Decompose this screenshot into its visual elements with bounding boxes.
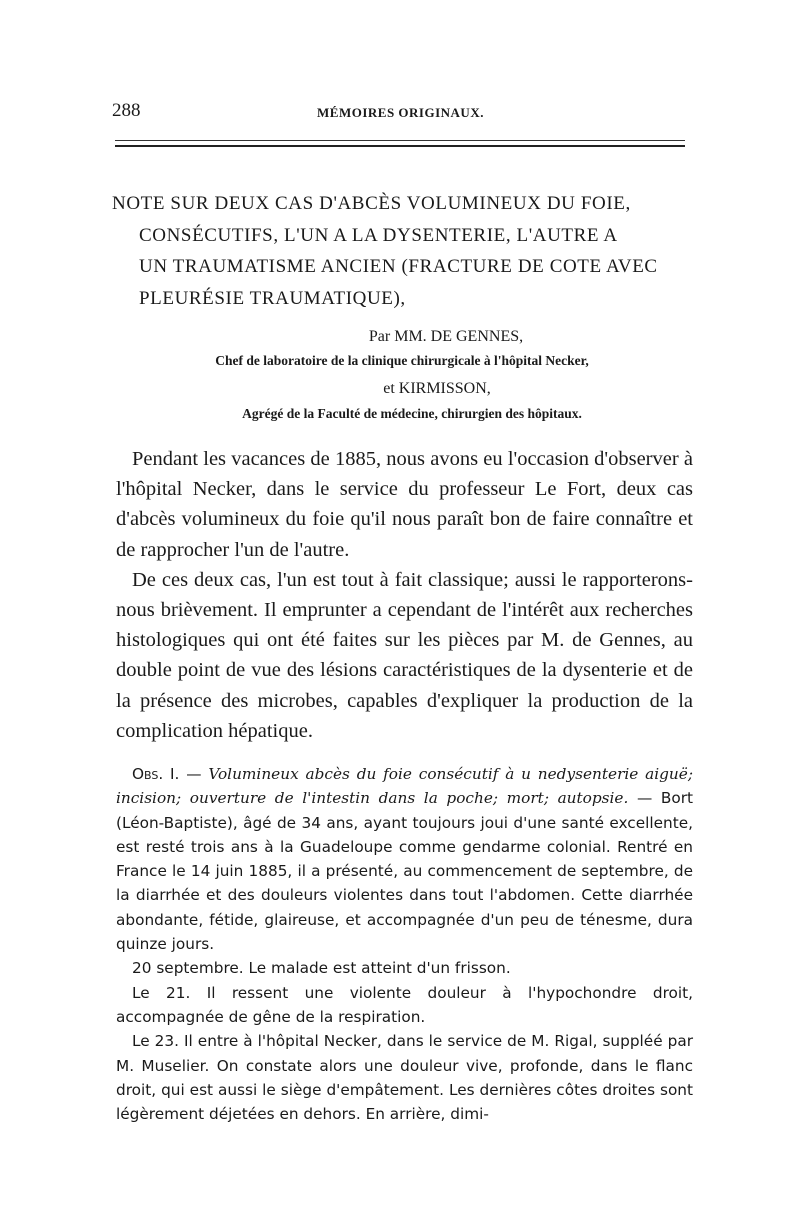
observation-title: Volumineux abcès du foie consécutif à u nedysenterie aiguë; incision; ouverture de l'intestin dans la poche; mort; autopsie. bbox=[116, 765, 693, 808]
running-title: MÉMOIRES ORIGINAUX. bbox=[317, 105, 484, 120]
page-number: 288 bbox=[112, 100, 141, 121]
observation-text: — Bort (Léon-Baptiste), âgé de 34 ans, ayant toujours joui d'une santé excellente, est resté trois ans à la Guadeloupe comme gendarme colonial. Rentré en France le 14 juin 1885, il a présenté, au commencement de septembre, de la diarrhée et des douleurs violentes dans tout l'abdomen. Cette diarrhée abondante, fétide, glaireuse, et accompagnée d'un peu de ténesme, dura quinze jours. bbox=[116, 789, 693, 954]
author-2: et KIRMISSON, bbox=[383, 380, 491, 397]
title-line: NOTE SUR DEUX CAS D'ABCÈS VOLUMINEUX DU FOIE, bbox=[112, 193, 631, 214]
title-line: UN TRAUMATISME ANCIEN (FRACTURE DE COTE AVEC bbox=[139, 256, 658, 277]
observation-paragraph: Le 23. Il entre à l'hôpital Necker, dans le service de M. Rigal, suppléé par M. Muselier. On constate alors une douleur vive, profonde, dans le flanc droit, qui est aussi le siège d'empâtement. Les dernières côtes droites sont légèrement déjetées en dehors. En arrière, dimi- bbox=[116, 1032, 693, 1124]
author-1-role: Chef de laboratoire de la clinique chirurgicale à l'hôpital Necker, bbox=[215, 353, 589, 368]
observation bbox=[116, 762, 693, 1126]
author-2-role: Agrégé de la Faculté de médecine, chirurgien des hôpitaux. bbox=[242, 406, 582, 421]
article-title bbox=[112, 188, 692, 314]
header-rule-thin bbox=[115, 140, 685, 141]
observation-paragraph: 20 septembre. Le malade est atteint d'un frisson. bbox=[132, 959, 511, 978]
header-rule-thick bbox=[115, 145, 685, 147]
title-line: CONSÉCUTIFS, L'UN A LA DYSENTERIE, L'AUTRE A bbox=[139, 224, 618, 246]
title-line: PLEURÉSIE TRAUMATIQUE), bbox=[139, 287, 406, 309]
body-text bbox=[116, 444, 693, 746]
observation-paragraph bbox=[116, 762, 693, 956]
paragraph: Pendant les vacances de 1885, nous avons eu l'occasion d'observer à l'hôpital Necker, dans le service du professeur Le Fort, deux cas d'abcès volumineux du foie qu'il nous paraît bon de faire connaître et de rapprocher l'un de l'autre. bbox=[116, 448, 693, 561]
author-1: Par MM. DE GENNES, bbox=[368, 328, 524, 345]
observation-paragraph: Le 21. Il ressent une violente douleur à l'hypochondre droit, accompagnée de gêne de la respiration. bbox=[116, 983, 693, 1026]
running-head bbox=[112, 100, 687, 124]
paragraph: De ces deux cas, l'un est tout à fait classique; aussi le rapporterons-nous brièvement. Il emprunter a cependant de l'intérêt aux recherches histologiques qui ont été faites sur les pièces par M. de Gennes, au double point de vue des lésions caractéristiques de la dysenterie et de la présence des microbes, capables d'expliquer la production de la complication hépatique. bbox=[116, 568, 693, 742]
observation-label: Obs. I. — bbox=[132, 765, 202, 783]
byline bbox=[112, 325, 692, 423]
